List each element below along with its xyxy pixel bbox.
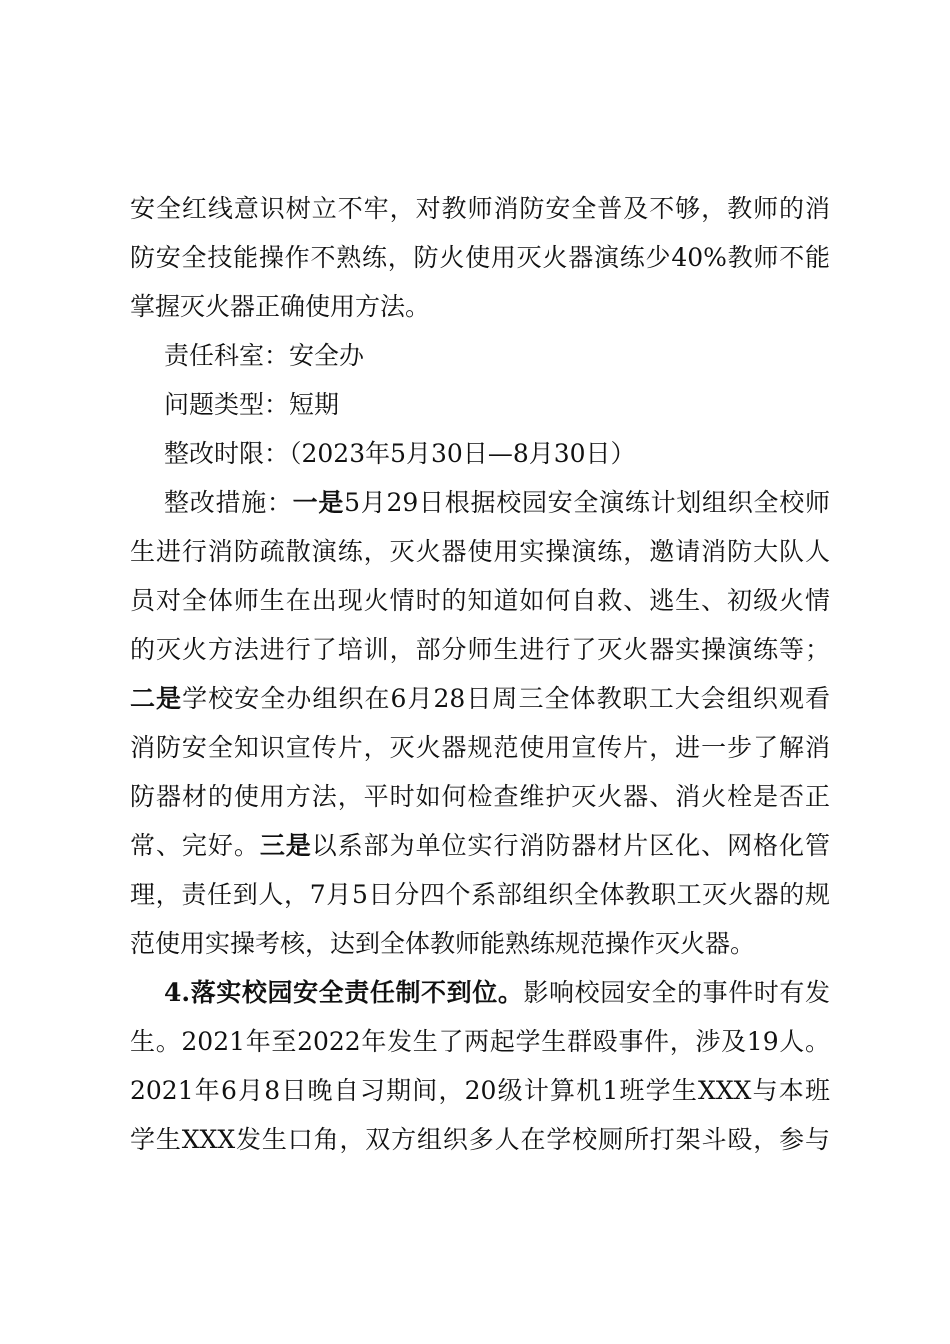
text-line [130, 625, 830, 674]
text-segment: 2021年6月8日晚自习期间，20级计算机1班学生XXX与本班 [130, 1076, 830, 1105]
text-segment: 防安全技能操作不熟练，防火使用灭火器演练少40%教师不能 [130, 243, 830, 272]
text-line [130, 282, 830, 331]
text-line [130, 772, 830, 821]
text-line [130, 233, 830, 282]
text-segment: 范使用实操考核，达到全体教师能熟练规范操作灭火器。 [130, 929, 756, 958]
bold-text-segment: 4.落实校园安全责任制不到位。 [164, 978, 524, 1007]
text-segment: 影响校园安全的事件时有发 [523, 978, 830, 1007]
text-segment: 员对全体师生在出现火情时的知道如何自救、逃生、初级火情 [130, 586, 830, 615]
text-segment: 常、完好。 [130, 831, 260, 860]
text-segment: 学生XXX发生口角，双方组织多人在学校厕所打架斗殴，参与 [130, 1125, 830, 1154]
text-line [130, 723, 830, 772]
text-line [130, 1066, 830, 1115]
text-segment: 防器材的使用方法，平时如何检查维护灭火器、消火栓是否正 [130, 782, 830, 811]
text-segment: 整改措施： [164, 488, 293, 517]
text-line [130, 380, 830, 429]
text-segment: 掌握灭火器正确使用方法。 [130, 292, 431, 321]
text-segment: 学校安全办组织在6月28日周三全体教职工大会组织观看 [182, 684, 830, 713]
text-segment: 5月29日根据校园安全演练计划组织全校师 [344, 488, 830, 517]
text-line [130, 478, 830, 527]
bold-text-segment: 三是 [259, 831, 312, 860]
text-line [130, 429, 830, 478]
text-line [130, 870, 830, 919]
text-line [130, 919, 830, 968]
text-segment: 问题类型：短期 [164, 390, 340, 419]
text-line [130, 527, 830, 576]
text-line [130, 331, 830, 380]
text-line [130, 674, 830, 723]
text-segment: 以系部为单位实行消防器材片区化、网格化管 [311, 831, 830, 860]
text-segment: 的灭火方法进行了培训，部分师生进行了灭火器实操演练等； [130, 635, 830, 664]
text-line [130, 1115, 830, 1164]
text-segment: 理，责任到人，7月5日分四个系部组织全体教职工灭火器的规 [130, 880, 830, 909]
text-segment: 整改时限：（2023年5月30日—8月30日） [164, 439, 636, 468]
text-line [130, 184, 830, 233]
bold-text-segment: 二是 [130, 684, 183, 713]
text-line [130, 821, 830, 870]
text-line [130, 1017, 830, 1066]
text-segment: 消防安全知识宣传片，灭火器规范使用宣传片，进一步了解消 [130, 733, 830, 762]
text-line [130, 576, 830, 625]
text-segment: 安全红线意识树立不牢，对教师消防安全普及不够，教师的消 [130, 194, 830, 223]
document-page [130, 184, 830, 1164]
bold-text-segment: 一是 [292, 488, 345, 517]
text-segment: 生进行消防疏散演练，灭火器使用实操演练，邀请消防大队人 [130, 537, 830, 566]
text-segment: 生。2021年至2022年发生了两起学生群殴事件，涉及19人。 [130, 1027, 830, 1056]
text-line [130, 968, 830, 1017]
text-segment: 责任科室：安全办 [164, 341, 365, 370]
